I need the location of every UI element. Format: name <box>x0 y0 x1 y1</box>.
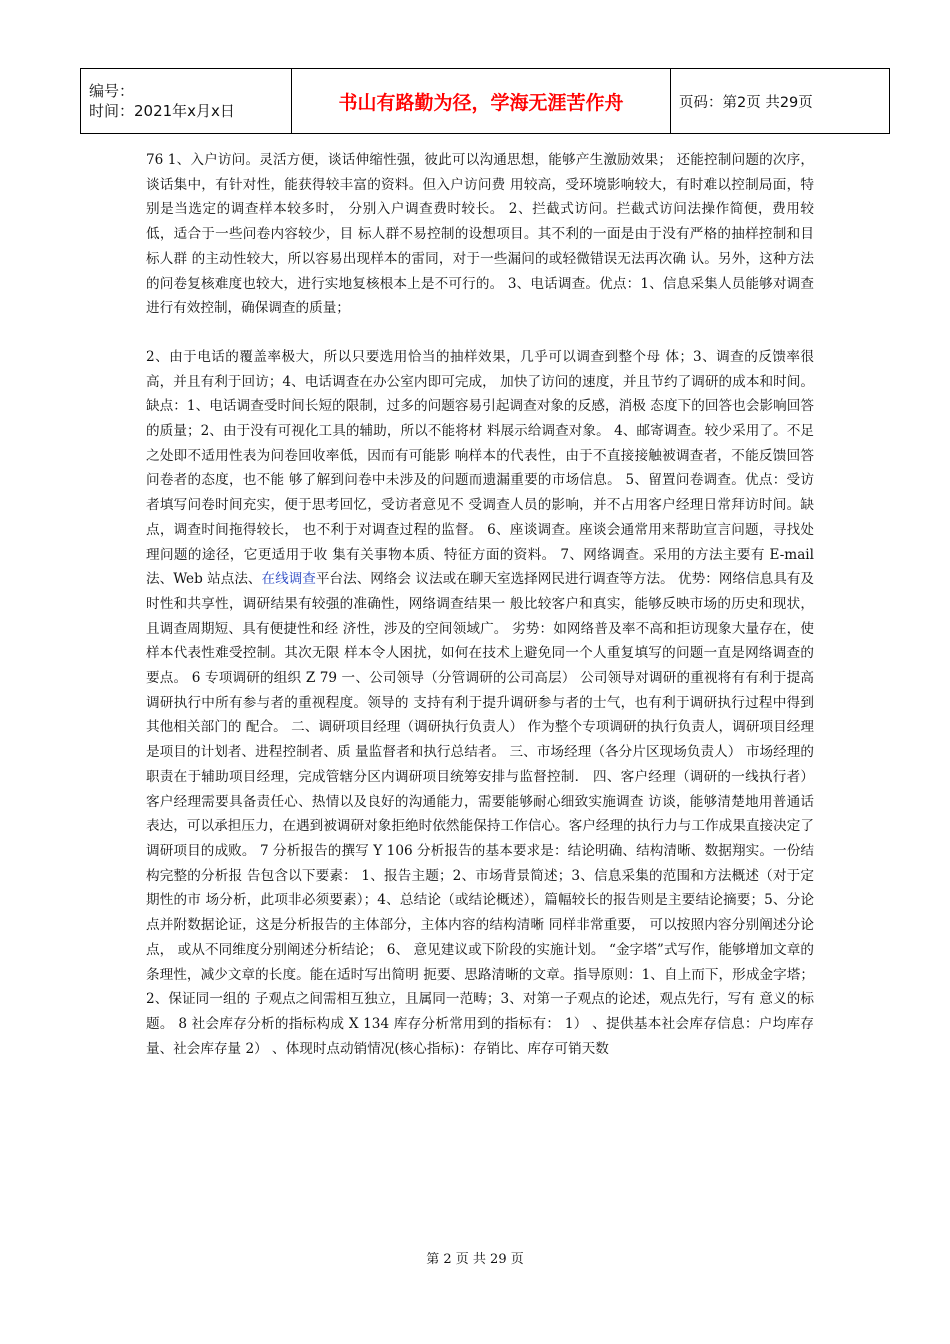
header-motto: 书山有路勤为径，学海无涯苦作舟 <box>292 69 671 134</box>
document-date-label: 时间：2021年x月x日 <box>89 102 235 120</box>
body-paragraph-2-text-a: 2、由于电话的覆盖率极大，所以只要选用恰当的抽样效果，几乎可以调查到整个母 体；3、调查的反馈率很高，并且有利于回访；4、电话调查在办公室内即可完成， 加快了访问的速度，并且节约了调研的成本和时间。 缺点：1、电话调查受时间长短的限制，过多的问题容易引起调查对象的反感，消极 态度下的回答也会影响回答的质量；2、由于没有可视化工具的辅助，所以不能将材 料展示给调查对象。 4、邮寄调查。较少采用了。不足之处即不适用性表为问卷回收率低，因而有可能影 响样本的代表性，由于不直接接触被调查者，不能反馈回答问卷者的态度，也不能 够了解到问卷中未涉及的问题而遗漏重要的市场信息。 5、留置问卷调查。优点：受访者填写问卷时间充实，便于思考回忆，受访者意见不 受调查人员的影响，并不占用客户经理日常拜访时间。缺点，调查时间拖得较长， 也不利于对调查过程的监督。 6、座谈调查。座谈会通常用来帮助宣言问题，寻找处理问题的途径，它更适用于收 集有关事物本质、特征方面的资料。 7、网络调查。采用的方法主要有 E-mail 法、Web 站点法、 <box>146 348 814 588</box>
document-body <box>146 148 814 1061</box>
body-paragraph-1: 76 1、入户访问。灵活方便，谈话伸缩性强，彼此可以沟通思想，能够产生激励效果； 还能控制问题的次序，谈话集中，有针对性，能获得较丰富的资料。但入户访问费 用较高，受环境影响较大，有时难以控制局面，特别是当选定的调查样本较多时， 分别入户调查费时较长。 2、拦截式访问。拦截式访问法操作简便，费用较低，适合于一些问卷内容较少，目 标人群不易控制的设想项目。其不利的一面是由于没有严格的抽样控制和目标人群 的主动性较大，所以容易出现样本的雷同，对于一些漏问的或轻微错误无法再次确 认。另外，这种方法的问卷复核难度也较大，进行实地复核根本上是不可行的。 3、电话调查。优点：1、信息采集人员能够对调查进行有效控制，确保调查的质量； <box>146 152 814 317</box>
header-meta-cell <box>81 69 292 134</box>
document-number-label: 编号： <box>89 82 135 100</box>
header-table <box>80 68 890 134</box>
header-page-label: 页码：第2页 共29页 <box>671 69 890 134</box>
body-paragraph-2 <box>146 345 814 1061</box>
page-footer: 第 2 页 共 29 页 <box>426 1252 524 1267</box>
online-survey-link[interactable]: 在线调查 <box>261 571 316 588</box>
body-paragraph-2-text-b: 平台法、网络会 议法或在聊天室选择网民进行调查等方法。 优势：网络信息具有及时性和共享性，调研结果有较强的准确性，网络调查结果一 般比较客户和真实，能够反映市场的历史和现状，且调查周期短、具有便捷性和经 济性，涉及的空间领域广。 劣势：如网络普及率不高和拒访现象大量存在，使样本代表性难受控制。其次无限 样本令人困扰，如何在技术上避免同一个人重复填写的问题一直是网络调查的要点。 6 专项调研的组织 Z 79 一、公司领导（分管调研的公司高层） 公司领导对调研的重视将有有利于提高调研执行中所有参与者的重视程度。领导的 支持有利于提升调研参与者的士气，也有利于调研执行过程中得到其他相关部门的 配合。 二、调研项目经理（调研执行负责人） 作为整个专项调研的执行负责人，调研项目经理是项目的计划者、进程控制者、质 量监督者和执行总结者。 三、市场经理（各分片区现场负责人） 市场经理的职责在于辅助项目经理，完成管辖分区内调研项目统筹安排与监督控制． 四、客户经理（调研的一线执行者） 客户经理需要具备责任心、热情以及良好的沟通能力，需要能够耐心细致实施调查 访谈，能够清楚地用普通话表达，可以承担压力，在遇到被调研对象拒绝时依然能保持工作信心。客户经理的执行力与工作成果直接决定了调研项目的成败。 7 分析报告的撰写 Y 106 分析报告的基本要求是：结论明确、结构清晰、数据翔实。一份结构完整的分析报 告包含以下要素： 1、报告主题；2、市场背景简述；3、信息采集的范围和方法概述（对于定期性的市 场分析，此项非必须要素）；4、总结论（或结论概述），篇幅较长的报告则是主要结论摘要；5、分论点并附数据论证，这是分析报告的主体部分，主体内容的结构清晰 同样非常重要， 可以按照内容分别阐述分论点， 或从不同维度分别阐述分析结论； 6、 意见建议或下阶段的实施计划。 “金字塔”式写作，能够增加文章的条理性，减少文章的长度。能在适时写出简明 扼要、思路清晰的文章。指导原则：1、自上而下，形成金字塔；2、保证同一组的 子观点之间需相互独立，且属同一范畴；3、对第一子观点的论述，观点先行，写有 意义的标题。 8 社会库存分析的指标构成 X 134 库存分析常用到的指标有： 1） 、提供基本社会库存信息：户均库存量、社会库存量 2） 、体现时点动销情况(核心指标)：存销比、库存可销天数 <box>146 571 815 1057</box>
